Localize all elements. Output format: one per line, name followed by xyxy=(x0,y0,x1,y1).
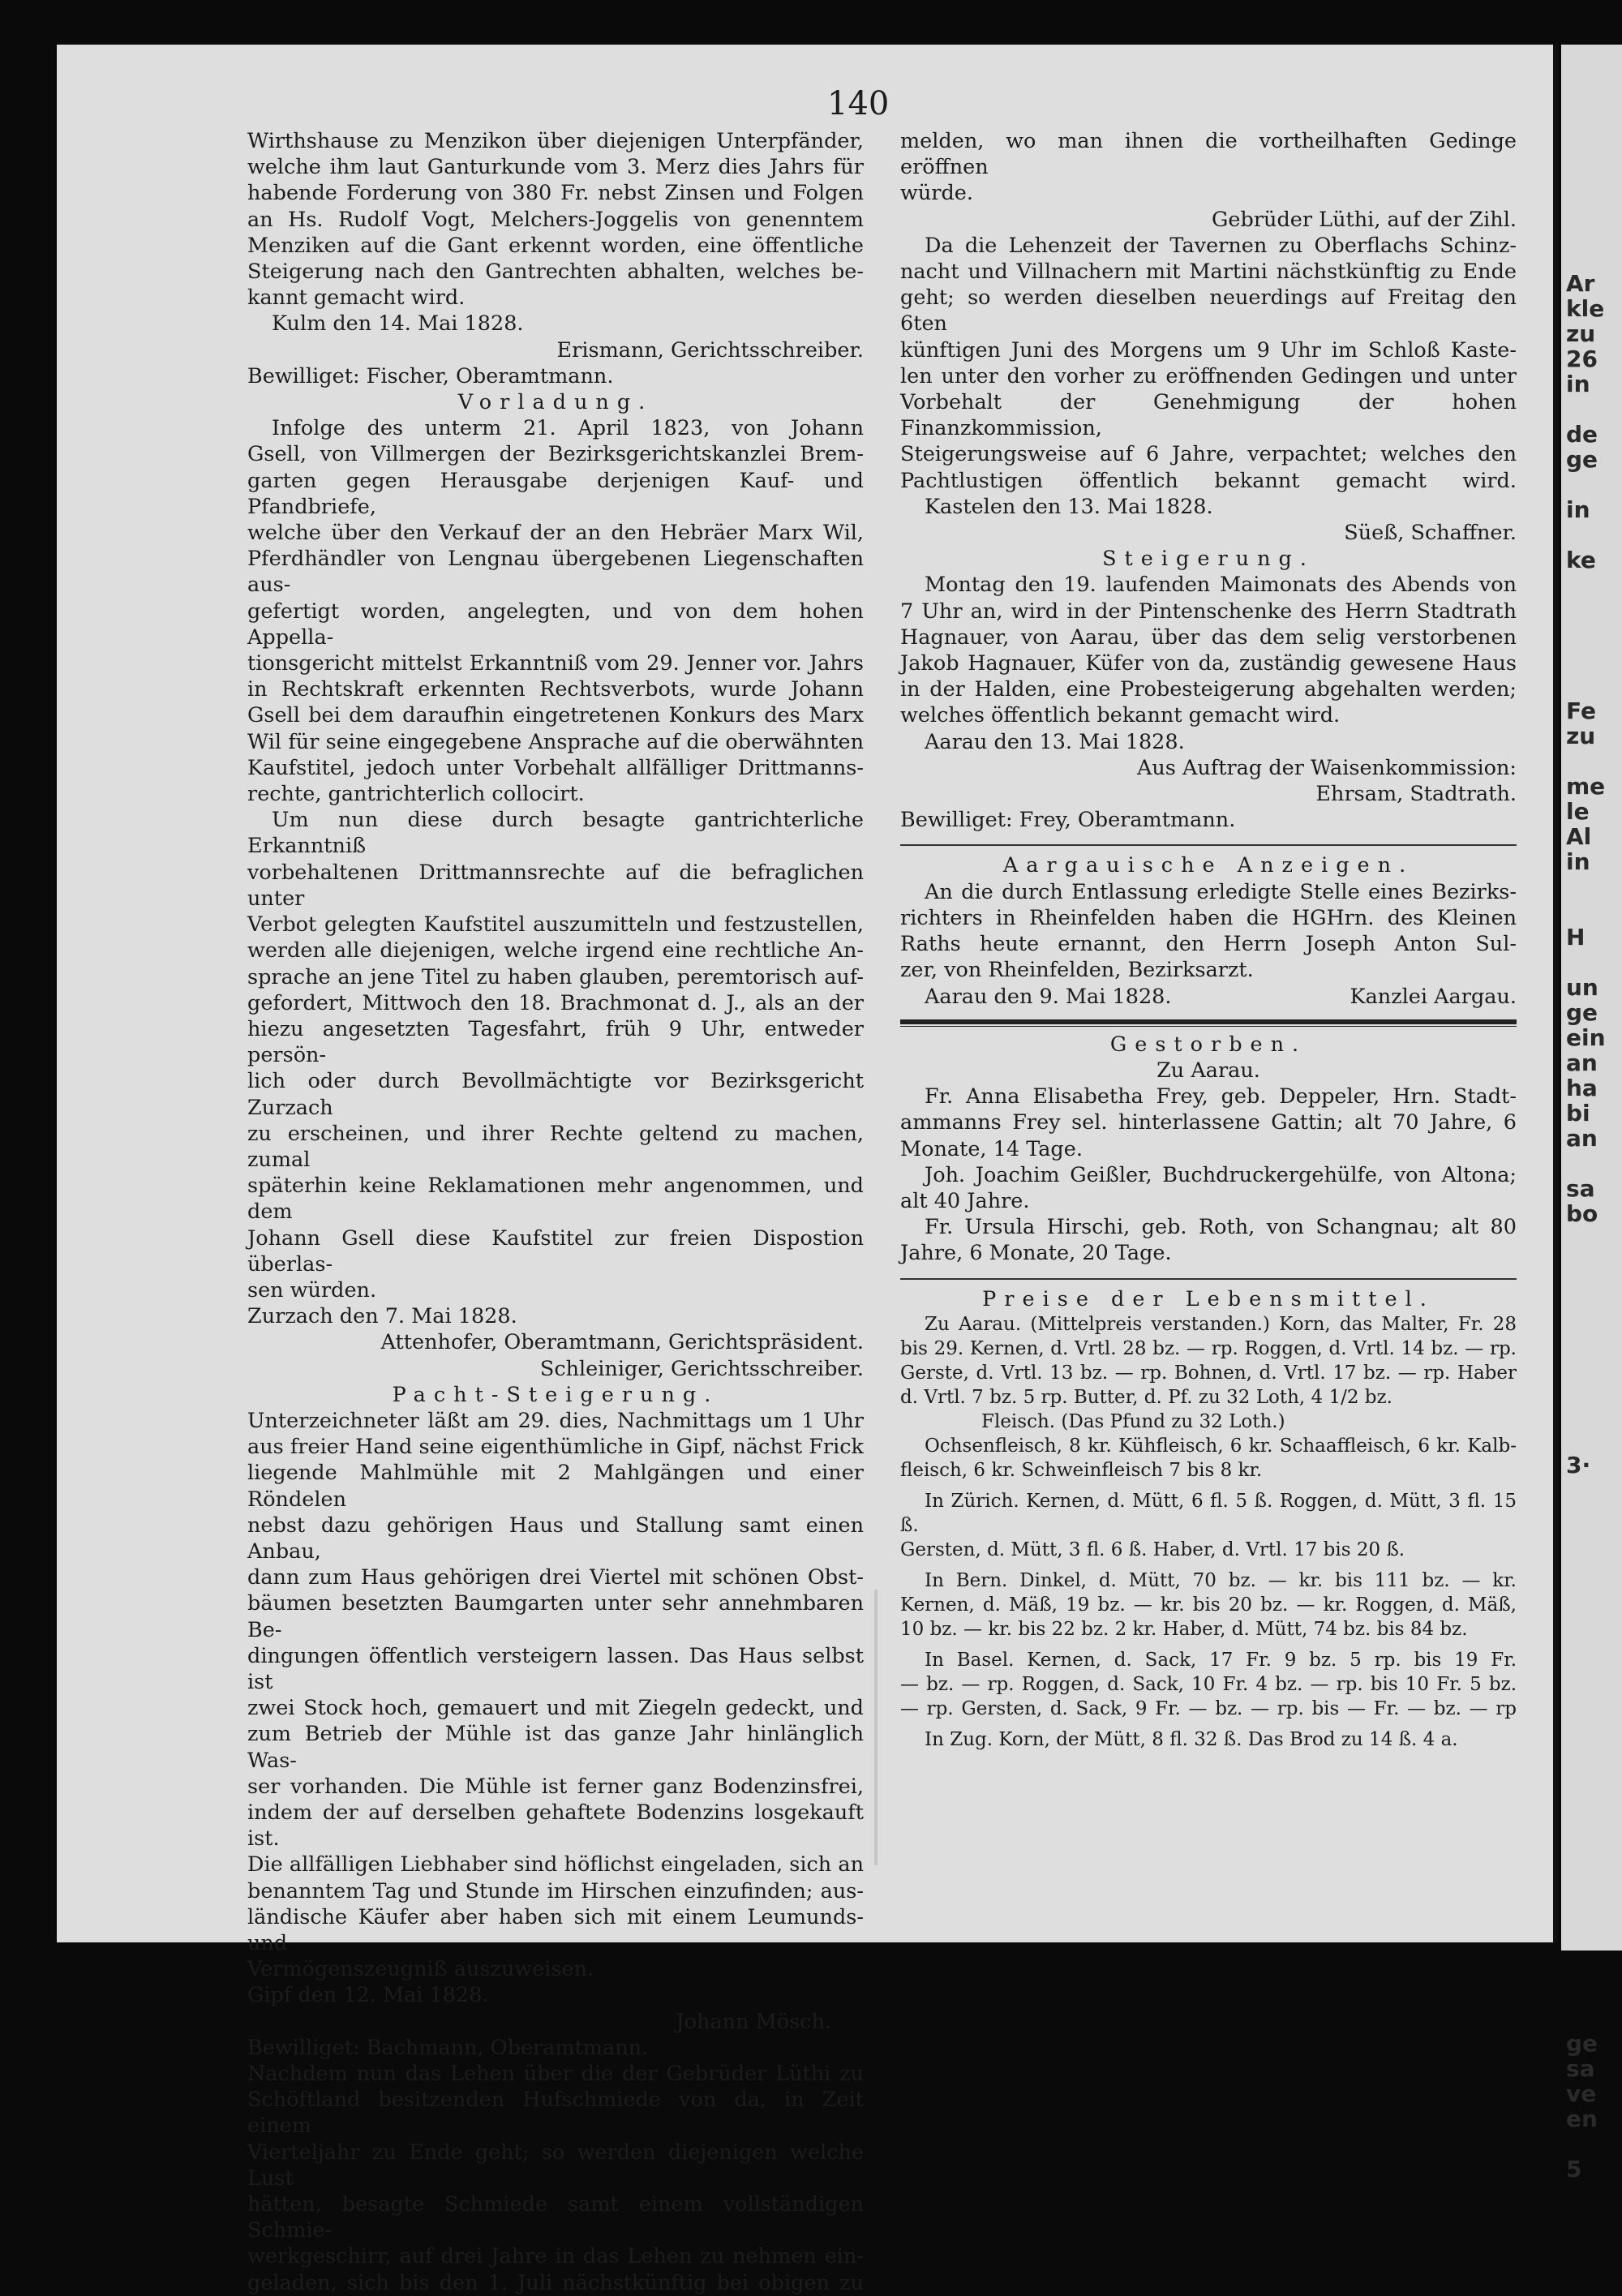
edge-fragment: 3· xyxy=(1566,1452,1591,1478)
text-line: Kaufstitel, jedoch unter Vorbehalt allfälliger Drittmanns- xyxy=(247,755,864,780)
text-line: kannt gemacht wird. xyxy=(247,285,466,311)
edge-fragment xyxy=(1561,246,1622,271)
edge-fragment xyxy=(1561,1830,1622,1855)
text-line: Monate, 14 Tage. xyxy=(900,1136,1083,1161)
edge-fragment xyxy=(1561,1754,1622,1779)
text-line: dingungen öffentlich versteigern lassen. Das Haus selbst ist xyxy=(247,1643,864,1694)
text-line: künftigen Juni des Morgens um 9 Uhr im Schloß Kaste- xyxy=(900,337,1517,363)
edge-fragment xyxy=(1561,1503,1622,1528)
edge-fragment: sa xyxy=(1566,2055,1595,2082)
text-line: ländische Käufer aber haben sich mit einem Leumunds- und xyxy=(247,1904,864,1956)
edge-fragment xyxy=(1561,1679,1622,1704)
text-line: Jahre, 6 Monate, 20 Tage. xyxy=(900,1241,1172,1266)
text-line: aus freier Hand seine eigenthümliche in Gipf, nächst Frick xyxy=(247,1435,864,1460)
edge-fragment xyxy=(1561,1955,1622,1981)
text-line: Da die Lehenzeit der Tavernen zu Oberflachs Schinz- xyxy=(925,233,1517,258)
edge-fragment: zu xyxy=(1566,723,1596,749)
text-line: In Basel. Kernen, d. Sack, 17 Fr. 9 bz. 5 rp. bis 19 Fr. xyxy=(925,1649,1517,1671)
text-line: sprache an jene Titel zu haben glauben, peremtorisch auf- xyxy=(247,964,864,989)
edge-fragment xyxy=(1561,1302,1622,1327)
text-line: hiezu angesetzten Tagesfahrt, früh 9 Uhr, entweder persön- xyxy=(247,1016,864,1068)
edge-fragment xyxy=(1561,1981,1622,2006)
date-line: Kastelen den 13. Mai 1828. xyxy=(925,494,1213,519)
signature: Aus Auftrag der Waisenkommission: xyxy=(1136,755,1517,780)
text-line: an Hs. Rudolf Vogt, Melchers-Joggelis von genenntem xyxy=(247,207,864,232)
edge-fragment xyxy=(1561,1779,1622,1805)
text-line: ser vorhanden. Die Mühle ist ferner ganz Bodenzinsfrei, xyxy=(247,1774,864,1799)
text-line: Die allfälligen Liebhaber sind höflichst eingeladen, sich an xyxy=(247,1852,864,1878)
date-line: Aarau den 9. Mai 1828. xyxy=(925,984,1172,1009)
edge-fragment: ge xyxy=(1566,2030,1598,2057)
heading-steigerung: Steigerung. xyxy=(1102,547,1315,572)
text-line: sen würden. xyxy=(247,1277,377,1302)
left-column xyxy=(247,128,864,2296)
section-divider xyxy=(900,844,1517,846)
paragraph-pacht-steigerung xyxy=(247,1408,864,2061)
text-line: Kernen, d. Mäß, 19 bz. — kr. bis 20 bz. — kr. Roggen, d. Mäß, xyxy=(900,1594,1517,1616)
heading-aargauische-anzeigen: Aargauische Anzeigen. xyxy=(1002,853,1414,878)
edge-fragment: me xyxy=(1566,773,1606,800)
text-line: in Rechtskraft erkennten Rechtsverbots, wurde Johann xyxy=(247,677,864,702)
text-line: melden, wo man ihnen die vortheilhaften Gedinge eröffnen xyxy=(900,129,1517,180)
signature: Attenhofer, Oberamtmann, Gerichtspräsident. xyxy=(380,1330,864,1355)
text-line: alt 40 Jahre. xyxy=(900,1188,1030,1213)
text-line: ammanns Frey sel. hinterlassene Gattin; alt 70 Jahre, 6 xyxy=(900,1110,1517,1135)
edge-fragment: in xyxy=(1566,371,1590,397)
edge-fragment xyxy=(1561,673,1622,698)
text-line: Um nun diese durch besagte gantrichterliche Erkanntniß xyxy=(247,808,864,859)
edge-fragment xyxy=(1561,522,1622,547)
edge-fragment: ve xyxy=(1566,2080,1597,2107)
edge-fragment xyxy=(1561,221,1622,246)
page-fold-shadow xyxy=(874,1590,878,1865)
edge-fragment xyxy=(1561,1402,1622,1427)
text-line: — bz. — rp. Roggen, d. Sack, 10 Fr. 4 bz. — rp. bis 10 Fr. 5 bz. xyxy=(900,1673,1517,1695)
date-line: Kulm den 14. Mai 1828. xyxy=(272,311,524,337)
text-line: Fr. Anna Elisabetha Frey, geb. Deppeler, Hrn. Stadt- xyxy=(925,1084,1517,1109)
edge-fragment xyxy=(1561,1629,1622,1654)
edge-fragment xyxy=(1561,70,1622,95)
text-line: garten gegen Herausgabe derjenigen Kauf- und Pfandbriefe, xyxy=(247,468,864,519)
edge-fragment xyxy=(1561,95,1622,120)
edge-fragment xyxy=(1561,1151,1622,1176)
edge-fragment: ge xyxy=(1566,999,1598,1026)
text-line: rechte, gantrichterlich collocirt. xyxy=(247,782,585,807)
edge-fragment xyxy=(1561,1905,1622,1930)
text-line: Infolge des unterm 21. April 1823, von Johann xyxy=(272,416,864,441)
edge-fragment: ge xyxy=(1566,446,1598,473)
edge-fragment: H xyxy=(1566,924,1586,951)
text-line: welches öffentlich bekannt gemacht wird. xyxy=(900,703,1341,728)
text-line: tionsgericht mittelst Erkanntniß vom 29. Jenner vor. Jahrs xyxy=(247,651,864,676)
heading-gestorben: Gestorben. xyxy=(1109,1032,1307,1057)
text-line: Wirthshause zu Menzikon über diejenigen Unterpfänder, xyxy=(247,129,864,153)
text-line: In Zug. Korn, der Mütt, 8 fl. 32 ß. Das Brod zu 14 ß. 4 a. xyxy=(925,1728,1458,1750)
text-line: zer, von Rheinfelden, Bezirksarzt. xyxy=(900,958,1254,983)
text-line: nacht und Villnachern mit Martini nächstkünftig zu Ende xyxy=(900,260,1517,285)
edge-fragment xyxy=(1561,1855,1622,1880)
edge-fragment xyxy=(1561,1377,1622,1402)
text-line: 10 bz. — kr. bis 22 bz. 2 kr. Haber, d. Mütt, 74 bz. bis 84 bz. xyxy=(900,1618,1468,1640)
edge-fragment xyxy=(1561,2131,1622,2157)
paragraph-vorladung xyxy=(247,415,864,1382)
adjacent-page-edge xyxy=(1561,45,1622,2182)
edge-fragment: bi xyxy=(1566,1100,1590,1127)
text-line: Raths heute ernannt, den Herrn Joseph Anton Sul- xyxy=(900,932,1517,957)
text-line: nebst dazu gehörigen Haus und Stallung samt einen Anbau, xyxy=(247,1513,864,1564)
edge-fragment: 5 xyxy=(1566,2156,1582,2182)
edge-fragment: Al xyxy=(1566,823,1592,850)
signature: Erismann, Gerichtsschreiber. xyxy=(556,337,864,363)
price-list xyxy=(900,1312,1517,1752)
text-line: werden alle diejenigen, welche irgend eine rechtliche An- xyxy=(247,938,864,963)
date-line: Aarau den 13. Mai 1828. xyxy=(925,729,1185,754)
text-line: zum Betrieb der Mühle ist das ganze Jahr hinlänglich Was- xyxy=(247,1722,864,1773)
text-line: lich oder durch Bevollmächtigte vor Bezirksgericht Zurzach xyxy=(247,1069,864,1120)
text-line: benanntem Tag und Stunde im Hirschen einzufinden; aus- xyxy=(247,1878,864,1903)
edge-fragment: le xyxy=(1566,798,1590,825)
edge-fragment xyxy=(1561,1427,1622,1453)
approval-line: Bewilliget: Fischer, Oberamtmann. xyxy=(247,363,614,388)
date-line: Gipf den 12. Mai 1828. xyxy=(247,1983,489,2008)
text-line: fleisch, 6 kr. Schweinfleisch 7 bis 8 kr. xyxy=(900,1459,1263,1481)
edge-fragment xyxy=(1561,1277,1622,1302)
edge-fragment xyxy=(1561,195,1622,221)
text-line: Steigerungsweise auf 6 Jahre, verpachtet; welches den xyxy=(900,442,1517,467)
edge-fragment xyxy=(1561,1704,1622,1729)
edge-fragment: de xyxy=(1566,421,1598,448)
edge-fragment xyxy=(1561,145,1622,170)
edge-fragment xyxy=(1561,598,1622,623)
signature: Süeß, Schaffner. xyxy=(1344,521,1517,546)
death-notices xyxy=(900,1084,1517,1266)
text-line: bäumen besetzten Baumgarten unter sehr annehmbaren Be- xyxy=(247,1591,864,1642)
edge-fragment: sa xyxy=(1566,1175,1595,1202)
text-line: Montag den 19. laufenden Maimonats des Abends von xyxy=(925,573,1517,598)
edge-fragment xyxy=(1561,899,1622,925)
text-line: Schöftland besitzenden Hufschmiede von da, in Zeit einem xyxy=(247,2088,864,2139)
date-line: Zurzach den 7. Mai 1828. xyxy=(247,1304,517,1329)
subheading-zu-aarau: Zu Aarau. xyxy=(1156,1058,1260,1083)
text-line: richters in Rheinfelden haben die HGHrn. des Kleinen xyxy=(900,905,1517,930)
edge-fragment xyxy=(1561,648,1622,673)
edge-fragment xyxy=(1561,1553,1622,1578)
edge-fragment xyxy=(1561,170,1622,195)
text-line: würde. xyxy=(900,181,973,206)
text-line: Nachdem nun das Lehen über die der Gebrüder Lüthi zu xyxy=(247,2062,864,2087)
edge-fragment xyxy=(1561,1930,1622,1955)
text-line: gefertigt worden, angelegten, und von dem hohen Appella- xyxy=(247,599,864,650)
text-line: Gersten, d. Mütt, 3 fl. 6 ß. Haber, d. Vrtl. 17 bis 20 ß. xyxy=(900,1539,1405,1560)
text-line: Gsell, von Villmergen der Bezirksgerichtskanzlei Brem- xyxy=(247,442,864,467)
edge-fragment: ha xyxy=(1566,1075,1598,1101)
right-column xyxy=(900,128,1517,1752)
text-line: Verbot gelegten Kaufstitel auszumitteln und festzustellen, xyxy=(247,912,864,938)
edge-fragment: Fe xyxy=(1566,697,1596,724)
edge-fragment: kle xyxy=(1566,295,1605,322)
text-line: Vierteljahr zu Ende geht; so werden diejenigen welche Lust xyxy=(247,2139,864,2191)
text-line: gefordert, Mittwoch den 18. Brachmonat d. J., als an der xyxy=(247,990,864,1015)
text-line: Johann Gsell diese Kaufstitel zur freien Dispostion überlas- xyxy=(247,1225,864,1277)
heading-pacht-steigerung: Pacht-Steigerung. xyxy=(392,1382,719,1407)
approval-line: Bewilliget: Frey, Oberamtmann. xyxy=(900,808,1236,833)
paragraph-steigerung xyxy=(900,572,1517,833)
text-line: vorbehaltenen Drittmannsrechte auf die befraglichen unter xyxy=(247,860,864,911)
text-line: Unterzeichneter läßt am 29. dies, Nachmittags um 1 Uhr xyxy=(247,1408,864,1433)
edge-fragment xyxy=(1561,1478,1622,1503)
subheading-fleisch: Fleisch. (Das Pfund zu 32 Loth.) xyxy=(981,1410,1285,1432)
edge-fragment xyxy=(1561,623,1622,648)
text-line: welche ihm laut Ganturkunde vom 3. Merz dies Jahrs für xyxy=(247,155,864,180)
text-line: Jakob Hagnauer, Küfer von da, zuständig gewesene Haus xyxy=(900,651,1517,676)
text-line: zu erscheinen, und ihrer Rechte geltend zu machen, zumal xyxy=(247,1121,864,1172)
edge-fragment xyxy=(1561,573,1622,598)
text-line: Pachtlustigen öffentlich bekannt gemacht wird. xyxy=(900,468,1517,493)
edge-fragment xyxy=(1561,1528,1622,1553)
edge-fragment: ke xyxy=(1566,547,1596,573)
edge-fragment xyxy=(1561,1327,1622,1352)
signature: Johann Mösch. xyxy=(676,2009,831,2034)
edge-fragment xyxy=(1561,749,1622,774)
edge-fragment xyxy=(1561,1654,1622,1679)
text-line: len unter den vorher zu eröffnenden Gedingen und unter xyxy=(900,363,1517,388)
text-line: welche über den Verkauf der an den Hebräer Marx Wil, xyxy=(247,521,864,546)
edge-fragment xyxy=(1561,397,1622,422)
paragraph-menziken xyxy=(247,128,864,389)
text-line: späterhin keine Reklamationen mehr angenommen, und dem xyxy=(247,1174,864,1225)
text-line: In Bern. Dinkel, d. Mütt, 70 bz. — kr. bis 111 bz. — kr. xyxy=(925,1569,1517,1591)
edge-fragment xyxy=(1561,472,1622,497)
edge-fragment xyxy=(1561,1805,1622,1830)
edge-fragment xyxy=(1561,1729,1622,1754)
edge-fragment: ein xyxy=(1566,1024,1606,1051)
edge-fragment xyxy=(1561,1578,1622,1603)
text-line: Gsell bei dem daraufhin eingetretenen Konkurs des Marx xyxy=(247,703,864,728)
edge-fragment: un xyxy=(1566,974,1598,1001)
paragraph-hufschmiede xyxy=(247,2061,864,2296)
text-line: habende Forderung von 380 Fr. nebst Zinsen und Folgen xyxy=(247,181,864,206)
edge-fragment xyxy=(1561,2006,1622,2031)
edge-fragment xyxy=(1561,1226,1622,1251)
text-line: geht; so werden dieselben neuerdings auf Freitag den 6ten xyxy=(900,285,1517,337)
paragraph-anzeigen xyxy=(900,879,1517,1010)
text-line: d. Vrtl. 7 bz. 5 rp. Butter, d. Pf. zu 32 Loth, 4 1/2 bz. xyxy=(900,1386,1392,1408)
heading-preise: Preise der Lebensmittel. xyxy=(982,1286,1435,1311)
text-line: indem der auf derselben gehaftete Bodenzins losgekauft ist. xyxy=(247,1800,864,1852)
text-line: In Zürich. Kernen, d. Mütt, 6 fl. 5 ß. Roggen, d. Mütt, 3 fl. 15 ß. xyxy=(900,1490,1517,1536)
edge-fragment: Ar xyxy=(1566,270,1595,297)
signature: Schleiniger, Gerichtsschreiber. xyxy=(539,1356,864,1381)
text-line: — rp. Gersten, d. Sack, 9 Fr. — bz. — rp. bis — Fr. — bz. — rp xyxy=(900,1697,1517,1719)
edge-fragment: 26 xyxy=(1566,345,1598,372)
text-line: geladen, sich bis den 1. Juli nächstkünftig bei obigen zu xyxy=(247,2270,864,2295)
edge-fragment xyxy=(1561,874,1622,899)
edge-fragment xyxy=(1561,1880,1622,1905)
edge-fragment: zu xyxy=(1566,320,1596,347)
edge-fragment xyxy=(1561,1352,1622,1377)
edge-fragment xyxy=(1561,1603,1622,1629)
text-line: Zu Aarau. (Mittelpreis verstanden.) Korn, das Malter, Fr. 28 xyxy=(925,1313,1517,1335)
text-line: Vorbehalt der Genehmigung der hohen Finanzkommission, xyxy=(900,390,1517,441)
text-line: liegende Mahlmühle mit 2 Mahlgängen und einer Röndelen xyxy=(247,1461,864,1512)
signature: Gebrüder Lüthi, auf der Zihl. xyxy=(1212,207,1517,232)
date-signature-row xyxy=(900,984,1517,1010)
edge-fragment xyxy=(1561,950,1622,975)
text-line: dann zum Haus gehörigen drei Viertel mit schönen Obst- xyxy=(247,1565,864,1590)
text-line: Joh. Joachim Geißler, Buchdruckergehülfe, von Altona; xyxy=(925,1162,1517,1187)
paragraph-tavernen xyxy=(900,233,1517,546)
text-line: Vermögenszeugniß auszuweisen. xyxy=(247,1957,594,1982)
text-line: Ochsenfleisch, 8 kr. Kühfleisch, 6 kr. Schaaffleisch, 6 kr. Kalb- xyxy=(925,1435,1517,1457)
text-line: Hagnauer, von Aarau, über das dem selig verstorbenen xyxy=(900,624,1517,650)
edge-fragment: in xyxy=(1566,848,1590,875)
edge-fragment xyxy=(1561,1251,1622,1277)
signature: Ehrsam, Stadtrath. xyxy=(1315,782,1517,807)
text-line: Menziken auf die Gant erkennt worden, eine öffentliche xyxy=(247,233,864,258)
edge-fragment: en xyxy=(1566,2105,1598,2132)
text-line: Pferdhändler von Lengnau übergebenen Liegenschaften aus- xyxy=(247,547,864,598)
text-line: An die durch Entlassung erledigte Stelle eines Bezirks- xyxy=(925,879,1517,904)
text-line: werkgeschirr, auf drei Jahre in das Lehen zu nehmen ein- xyxy=(247,2244,864,2269)
text-line: Steigerung nach den Gantrechten abhalten, welches be- xyxy=(247,260,864,285)
signature: Kanzlei Aargau. xyxy=(1350,984,1517,1009)
edge-fragment xyxy=(1561,120,1622,145)
text-line: Gerste, d. Vrtl. 13 bz. — rp. Bohnen, d. Vrtl. 17 bz. — rp. Haber xyxy=(900,1362,1517,1384)
text-line: 7 Uhr an, wird in der Pintenschenke des Herrn Stadtrath xyxy=(900,599,1517,624)
paragraph-luethi xyxy=(900,128,1517,233)
text-line: Wil für seine eingegebene Ansprache auf die oberwähnten xyxy=(247,729,864,754)
edge-fragment: an xyxy=(1566,1049,1598,1076)
page-number: 140 xyxy=(827,85,890,122)
text-line: bis 29. Kernen, d. Vrtl. 28 bz. — rp. Roggen, d. Vrtl. 14 bz. — rp. xyxy=(900,1337,1517,1359)
edge-fragment: in xyxy=(1566,496,1590,523)
edge-fragment: bo xyxy=(1566,1200,1598,1227)
text-line: in der Halden, eine Probesteigerung abgehalten werden; xyxy=(900,677,1517,702)
approval-line: Bewilliget: Bachmann, Oberamtmann. xyxy=(247,2035,649,2060)
edge-fragment: an xyxy=(1566,1125,1598,1152)
text-line: hätten, besagte Schmiede samt einem vollständigen Schmie- xyxy=(247,2192,864,2243)
heading-vorladung: Vorladung. xyxy=(457,390,654,415)
section-divider xyxy=(900,1278,1517,1280)
edge-fragment xyxy=(1561,45,1622,70)
text-line: Fr. Ursula Hirschi, geb. Roth, von Schangnau; alt 80 xyxy=(925,1215,1517,1240)
double-divider xyxy=(900,1019,1517,1027)
text-line: zwei Stock hoch, gemauert und mit Ziegeln gedeckt, und xyxy=(247,1696,864,1721)
